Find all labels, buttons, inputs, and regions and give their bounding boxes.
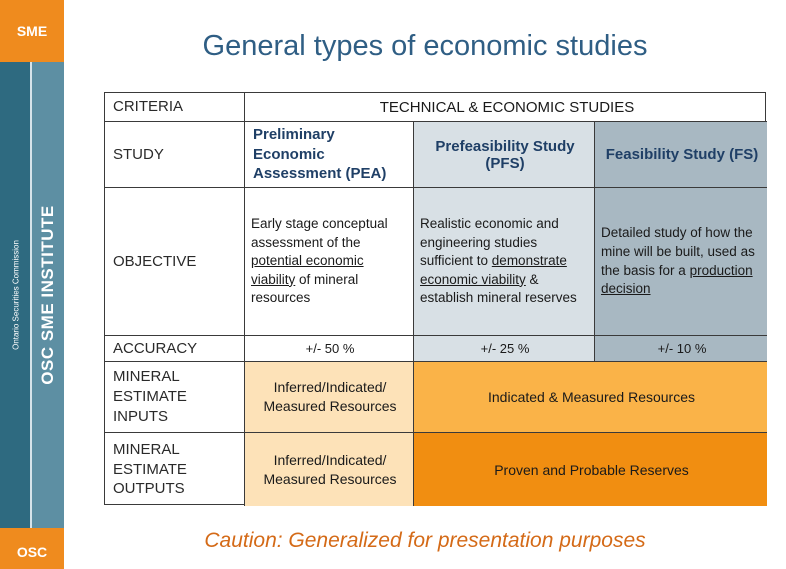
study-label: STUDY xyxy=(105,122,245,188)
objective-pea xyxy=(245,188,414,336)
study-pea: Preliminary Economic Assessment (PEA) xyxy=(245,122,414,188)
sme-tab-label: SME xyxy=(16,23,48,39)
objective-pea-text-end: of mineral resources xyxy=(251,271,359,306)
osc-tab xyxy=(0,528,64,569)
studies-table xyxy=(104,92,766,505)
objective-pfs-text-end: & establish mineral reserves xyxy=(420,271,577,306)
objective-fs-underline: production decision xyxy=(601,262,753,297)
objective-pfs-text: Realistic economic and engineering studies sufficient to xyxy=(420,215,559,269)
group-header: TECHNICAL & ECONOMIC STUDIES xyxy=(245,93,767,122)
accuracy-pea: +/- 50 % xyxy=(245,336,414,362)
accuracy-label: ACCURACY xyxy=(105,336,245,362)
study-pfs: Prefeasibility Study (PFS) xyxy=(414,122,595,188)
inputs-pea: Inferred/Indicated/ Measured Resources xyxy=(245,362,414,433)
inputs-label: MINERAL ESTIMATE INPUTS xyxy=(105,362,245,433)
inputs-pfs-fs: Indicated & Measured Resources xyxy=(414,362,767,433)
objective-pea-underline: potential economic viability xyxy=(251,253,364,287)
caution-note: Caution: Generalized for presentation purposes xyxy=(204,529,646,552)
objective-label: OBJECTIVE xyxy=(105,188,245,336)
accuracy-fs: +/- 10 % xyxy=(595,336,767,362)
objective-fs xyxy=(595,188,767,336)
sidebar-institute-text: OSC SME INSTITUTE xyxy=(38,205,57,385)
accuracy-pfs: +/- 25 % xyxy=(414,336,595,362)
study-fs: Feasibility Study (FS) xyxy=(595,122,767,188)
objective-pfs xyxy=(414,188,595,336)
objective-fs-text: Detailed study of how the mine will be built, used as the basis for a xyxy=(601,225,755,278)
criteria-header: CRITERIA xyxy=(105,93,245,122)
objective-pea-text: Early stage conceptual assessment of the xyxy=(251,215,388,250)
osc-tab-label: OSC xyxy=(16,543,48,560)
page-title: General types of economic studies xyxy=(202,30,648,62)
sidebar-commission-text: Ontario Securities Commission xyxy=(11,240,21,350)
sme-tab xyxy=(0,0,64,62)
outputs-label: MINERAL ESTIMATE OUTPUTS xyxy=(105,433,245,506)
outputs-pfs-fs: Proven and Probable Reserves xyxy=(414,433,767,506)
outputs-pea: Inferred/Indicated/ Measured Resources xyxy=(245,433,414,506)
objective-pfs-underline: demonstrate economic viability xyxy=(420,253,567,287)
